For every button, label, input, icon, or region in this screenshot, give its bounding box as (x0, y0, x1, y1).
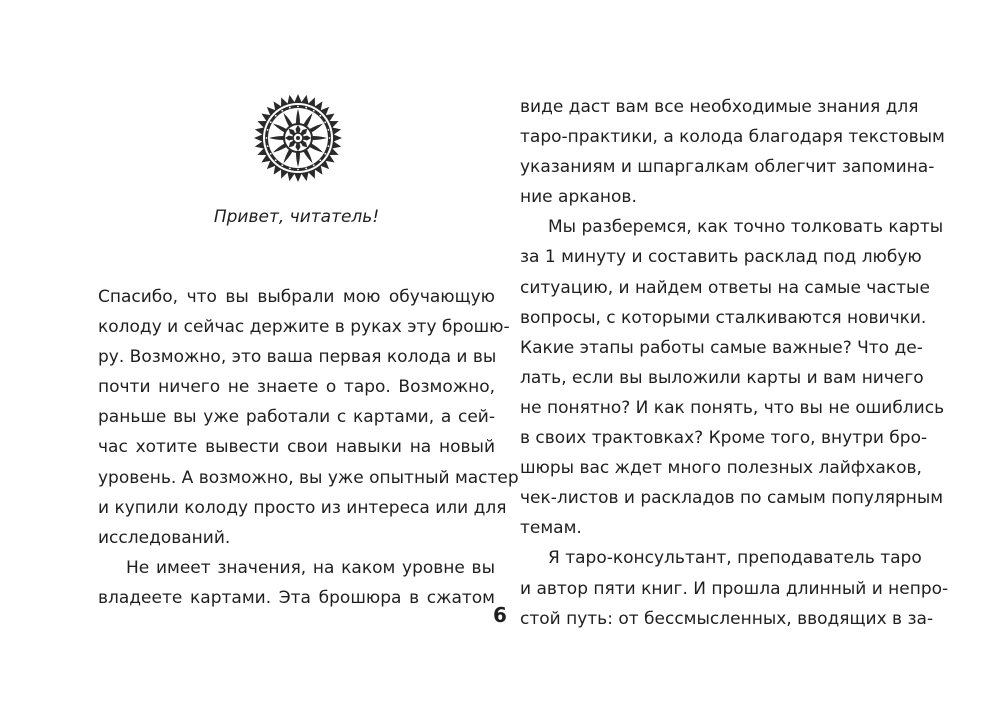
right-column-text (520, 92, 949, 634)
text-line: не понятно? И как понять, что вы не ошиблись (520, 397, 945, 418)
text-line: уровень. А возможно, вы уже опытный мастер (98, 467, 519, 488)
page-number: 6 (493, 603, 507, 627)
text-line: владеете картами. Эта брошюра в сжатом (98, 587, 495, 608)
text-line: ситуацию, и найдем ответы на самые частые (520, 277, 930, 298)
text-line: Какие этапы работы самые важные? Что де- (520, 337, 923, 358)
text-line: за 1 минуту и составить расклад под любую (520, 247, 922, 268)
text-line: ру. Возможно, это ваша первая колода и вы (98, 347, 497, 368)
text-line: Не имеет значения, на каком уровне вы (126, 557, 495, 578)
text-line: ние арканов. (520, 187, 637, 208)
paragraph (98, 553, 495, 613)
sun-mandala-icon (253, 93, 343, 183)
text-line: указаниям и шпаргалкам облегчит запомина- (520, 157, 935, 178)
text-line: Спасибо, что вы выбрали мою обучающую (98, 287, 495, 307)
text-line: стой путь: от бессмысленных, вводящих в за- (520, 608, 934, 629)
paragraph (98, 282, 519, 553)
text-line: Я таро-консультант, преподаватель таро (548, 548, 922, 569)
text-line: вопросы, с которыми сталкиваются новички. (520, 307, 927, 328)
text-line: почти ничего не знаете о таро. Возможно, (98, 377, 495, 398)
text-line: Мы разберемся, как точно толковать карты (548, 217, 944, 238)
greeting-heading: Привет, читатель! (213, 207, 380, 227)
text-line: виде даст вам все необходимые знания для (520, 97, 919, 117)
text-line: темам. (520, 518, 582, 539)
text-line: чек-листов и раскладов по самым популярным (520, 488, 944, 509)
text-line: лать, если вы выложили карты и вам ничего (520, 367, 924, 388)
text-line: в своих трактовках? Кроме того, внутри бро- (520, 428, 928, 449)
text-line: и купили колоду просто из интереса или для (98, 497, 507, 518)
text-line: таро-практики, а колода благодаря текстовым (520, 127, 945, 148)
text-line: колоду и сейчас держите в руках эту брошю- (98, 317, 510, 338)
text-line: и автор пяти книг. И прошла длинный и непро- (520, 578, 949, 599)
paragraph (520, 92, 945, 212)
text-line: шюры вас ждет много полезных лайфхаков, (520, 458, 922, 479)
text-line: раньше вы уже работали с картами, а сей- (98, 407, 495, 428)
text-line: исследований. (98, 527, 231, 548)
text-line: час хотите вывести свои навыки на новый (98, 437, 495, 458)
paragraph (520, 212, 945, 543)
left-column-text (98, 282, 519, 613)
paragraph (520, 543, 949, 633)
